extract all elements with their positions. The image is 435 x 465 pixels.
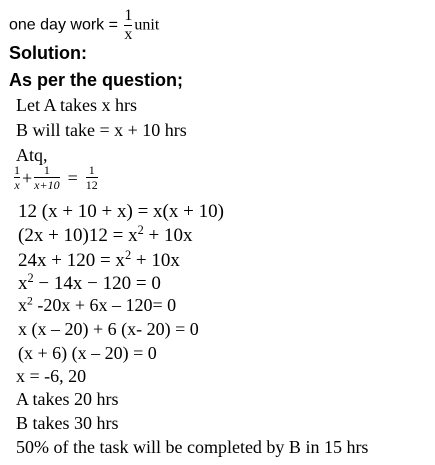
answer-a: A takes 20 hrs bbox=[16, 389, 119, 409]
equation-line-2-lhs: (2x + 10)12 = x bbox=[18, 225, 138, 246]
fraction-3-num: 1 bbox=[88, 163, 95, 177]
step-expand bbox=[18, 296, 176, 314]
exponent: 2 bbox=[27, 271, 34, 286]
exponent: 2 bbox=[124, 248, 132, 263]
answer-b: B takes 30 hrs bbox=[16, 413, 119, 433]
plus-sign: + bbox=[22, 167, 33, 188]
step-roots: x = -6, 20 bbox=[16, 366, 87, 386]
equation-line-4 bbox=[18, 271, 161, 294]
equation-line-4-x: x bbox=[18, 273, 28, 294]
question-heading: As per the question; bbox=[9, 70, 184, 90]
fraction-3-den: 12 bbox=[85, 178, 98, 192]
equation-line-3 bbox=[18, 248, 180, 271]
answer-conclusion: 50% of the task will be completed by B in 15 hrs bbox=[16, 437, 369, 457]
statement-atq: Atq, bbox=[16, 145, 48, 165]
step-expand-x: x bbox=[18, 295, 27, 315]
equation-line-2 bbox=[18, 223, 193, 246]
header-fraction bbox=[124, 8, 132, 43]
header-frac-den: x bbox=[124, 26, 133, 43]
equation-line-4-rest: − 14x − 120 = 0 bbox=[33, 273, 161, 294]
fraction-2-num: 1 bbox=[43, 163, 50, 177]
equals-sign: = bbox=[67, 167, 78, 188]
fraction-1-den: x bbox=[14, 178, 20, 192]
step-expand-rest: -20x + 6x – 120= 0 bbox=[32, 295, 177, 315]
solution-heading: Solution: bbox=[9, 43, 87, 63]
exponent: 2 bbox=[27, 294, 33, 308]
header-frac-num: 1 bbox=[124, 7, 133, 24]
equation-line-1: 12 (x + 10 + x) = x(x + 10) bbox=[18, 201, 224, 222]
fraction-2 bbox=[34, 164, 59, 191]
statement-a-hours: Let A takes x hrs bbox=[16, 95, 137, 115]
header-suffix: unit bbox=[134, 16, 160, 34]
exponent: 2 bbox=[137, 223, 144, 238]
header-prefix: one day work = bbox=[9, 16, 123, 34]
statement-b-hours: B will take = x + 10 hrs bbox=[16, 120, 187, 140]
equation-line-3-lhs: 24x + 120 = x bbox=[18, 250, 125, 271]
fraction-1 bbox=[14, 164, 20, 191]
fraction-3 bbox=[86, 164, 98, 191]
step-factored: (x + 6) (x – 20) = 0 bbox=[18, 343, 157, 363]
header-line bbox=[9, 8, 159, 43]
fraction-1-num: 1 bbox=[14, 163, 20, 177]
equation-line-3-rhs: + 10x bbox=[131, 250, 180, 271]
step-factor: x (x – 20) + 6 (x- 20) = 0 bbox=[18, 319, 199, 339]
fraction-equation bbox=[14, 164, 98, 191]
fraction-2-den: x+10 bbox=[34, 178, 60, 192]
equation-line-2-rhs: + 10x bbox=[143, 225, 193, 246]
